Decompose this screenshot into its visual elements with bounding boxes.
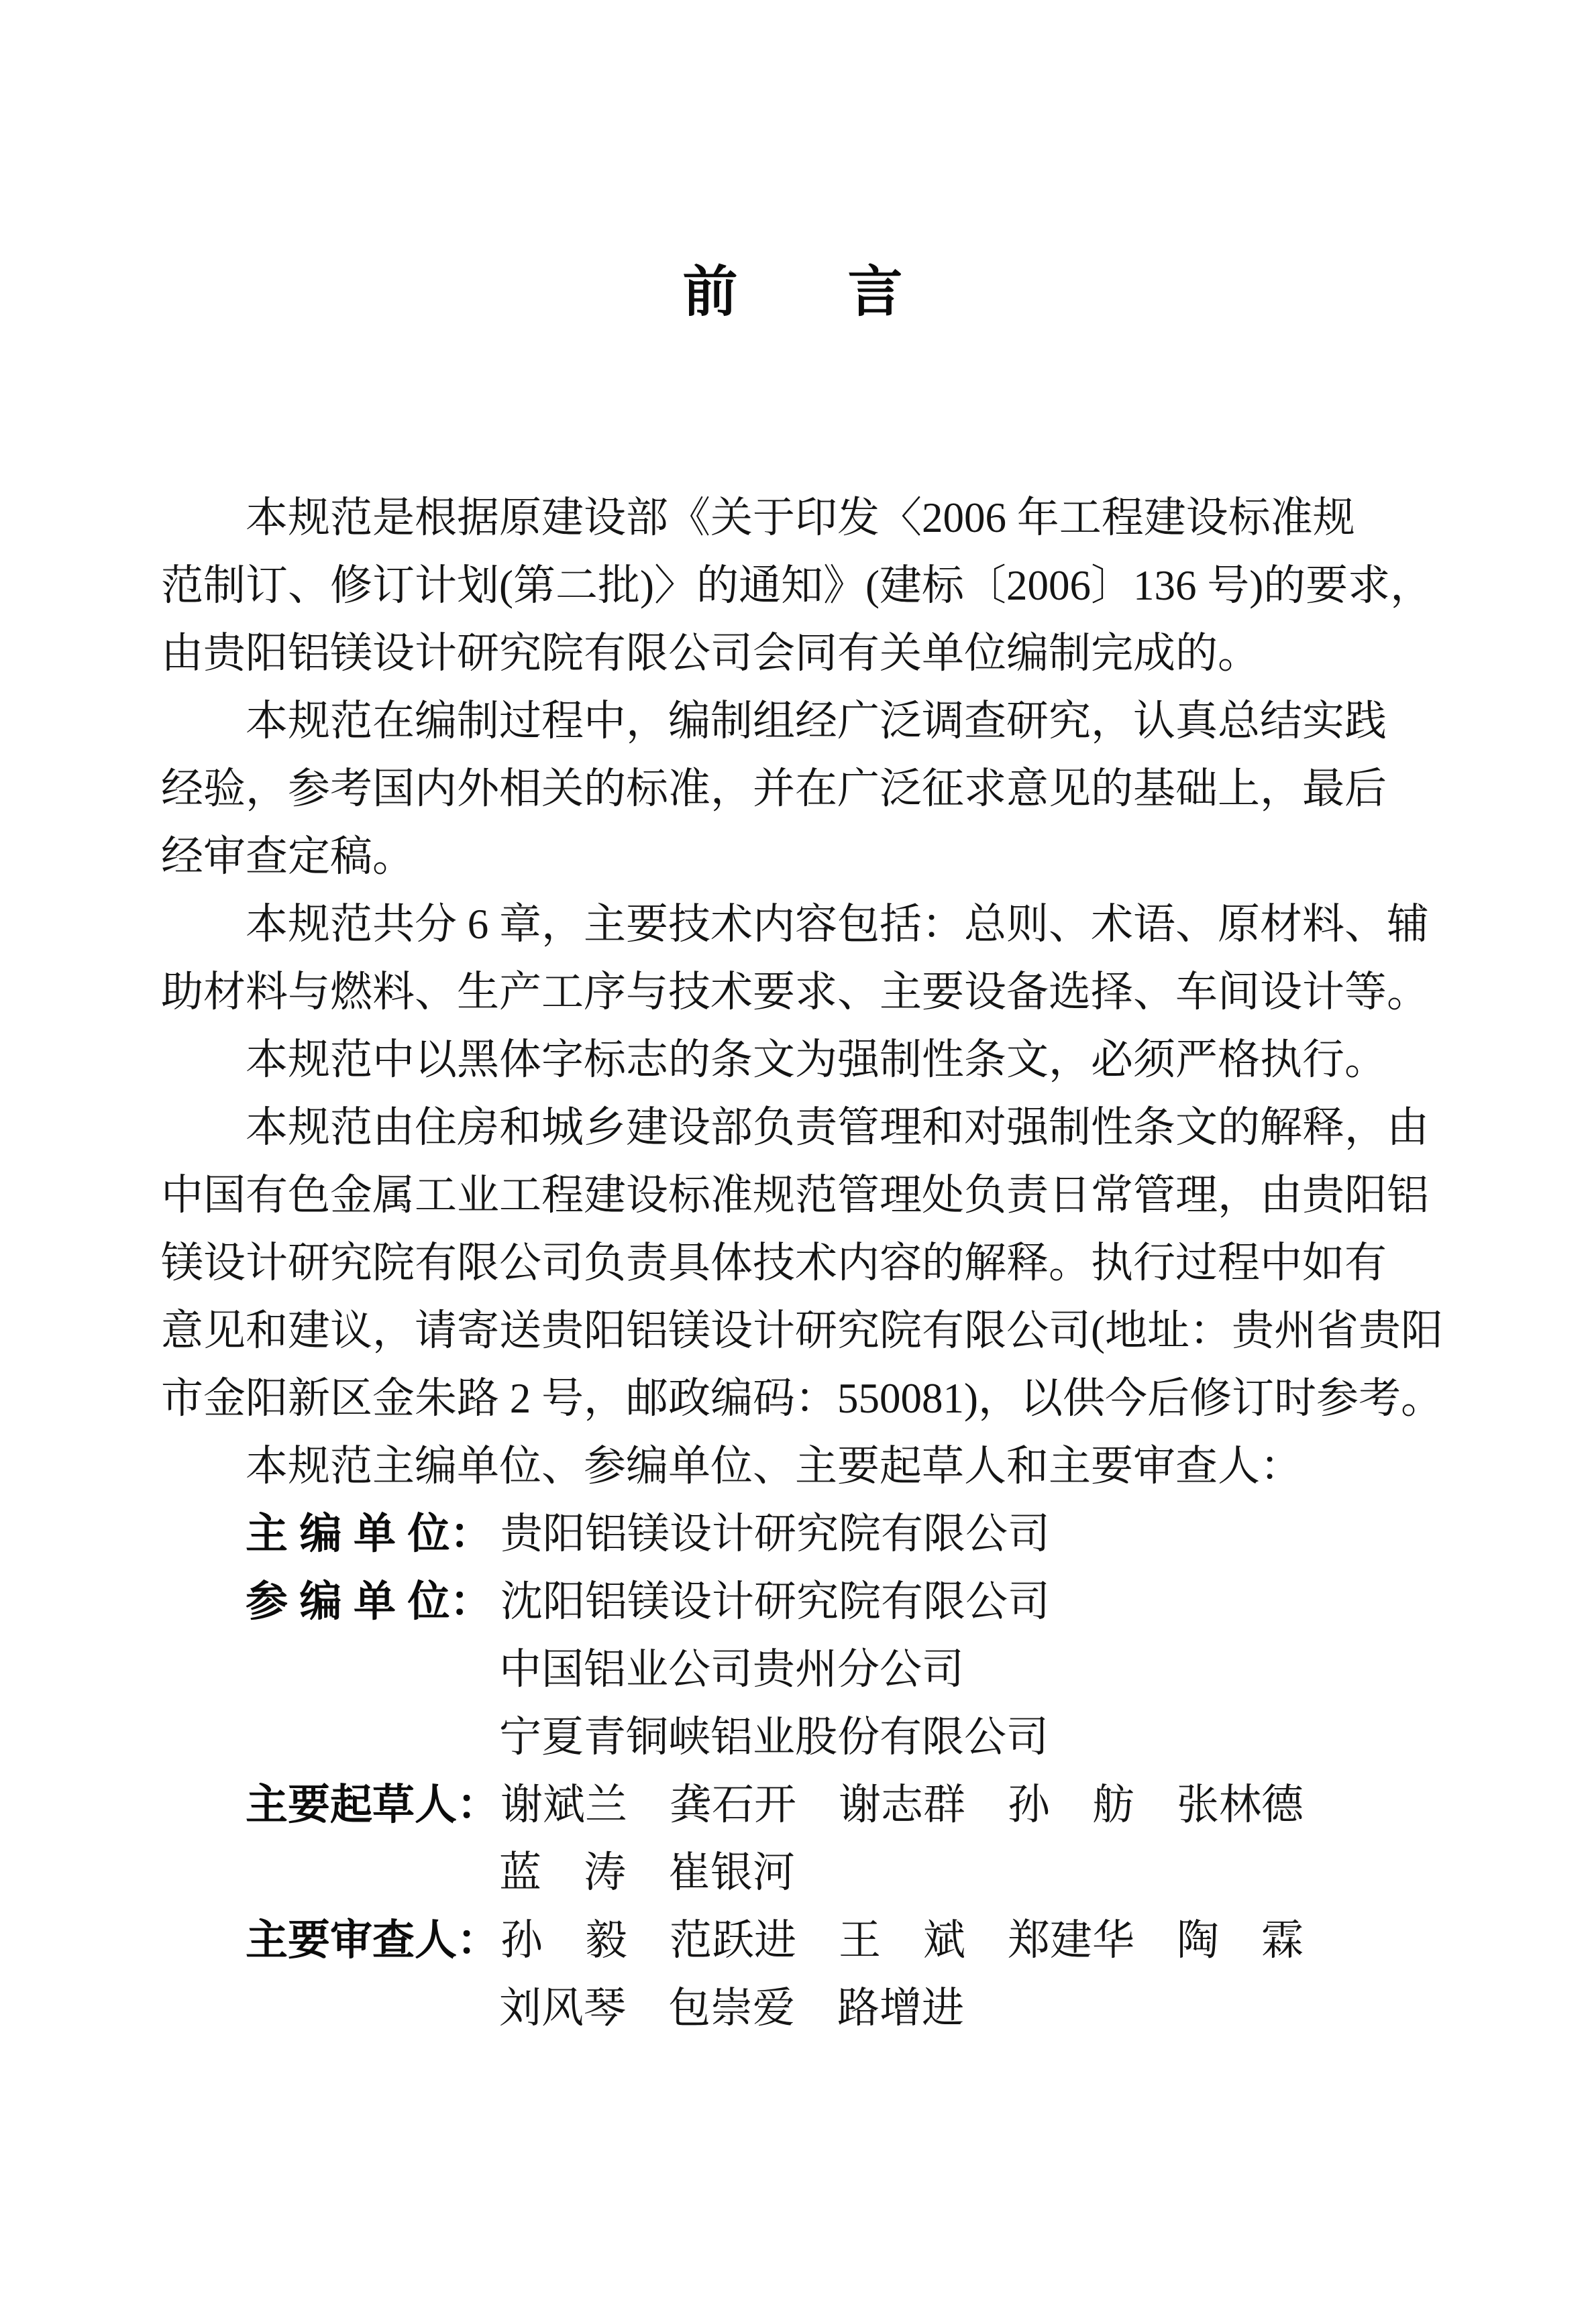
paragraph-line: 本规范在编制过程中，编制组经广泛调查研究，认真总结实践 bbox=[246, 698, 1387, 744]
credit-row bbox=[161, 1771, 1424, 1839]
credit-value: 贵阳铝镁设计研究院有限公司 bbox=[500, 1510, 1050, 1557]
paragraph-line: 本规范中以黑体字标志的条文为强制性条文，必须严格执行。 bbox=[246, 1036, 1387, 1083]
credit-continuation-line: 宁夏青铜峡铝业股份有限公司 bbox=[499, 1714, 1049, 1761]
credit-label: 参 编 单 位： bbox=[246, 1578, 492, 1625]
credit-value: 沈阳铝镁设计研究院有限公司 bbox=[500, 1578, 1050, 1625]
page-title: 前 言 bbox=[682, 262, 903, 323]
credit-continuation-line: 刘风琴 包崇爱 路增进 bbox=[499, 1985, 964, 2032]
foreword-content bbox=[161, 484, 1443, 2042]
paragraph-line: 范制订、修订计划(第二批)〉的通知》(建标〔2006〕136 号)的要求， bbox=[161, 562, 1433, 609]
credit-continuation-line: 蓝 涛 崔银河 bbox=[499, 1849, 795, 1896]
paragraph-line: 本规范共分 6 章，主要技术内容包括：总则、术语、原材料、辅 bbox=[246, 901, 1429, 948]
paragraph-line: 经审查定稿。 bbox=[161, 833, 415, 880]
paragraph-line: 中国有色金属工业工程建设标准规范管理处负责日常管理，由贵阳铝 bbox=[161, 1172, 1429, 1219]
paragraph-line: 意见和建议，请寄送贵阳铝镁设计研究院有限公司(地址：贵州省贵阳 bbox=[161, 1307, 1443, 1354]
paragraph-line: 本规范是根据原建设部《关于印发〈2006 年工程建设标准规 bbox=[246, 494, 1355, 541]
credit-continuation-line: 中国铝业公司贵州分公司 bbox=[499, 1646, 964, 1693]
paragraph-line: 由贵阳铝镁设计研究院有限公司会同有关单位编制完成的。 bbox=[161, 630, 1260, 677]
paragraph-line: 镁设计研究院有限公司负责具体技术内容的解释。执行过程中如有 bbox=[161, 1239, 1387, 1286]
credit-row bbox=[161, 1907, 1424, 1975]
paragraph-line: 市金阳新区金朱路 2 号，邮政编码：550081)，以供今后修订时参考。 bbox=[161, 1375, 1443, 1422]
credit-value: 孙 毅 范跃进 王 斌 郑建华 陶 霖 bbox=[500, 1917, 1304, 1964]
credit-label: 主要起草人： bbox=[246, 1781, 499, 1828]
paragraph-line: 本规范由住房和城乡建设部负责管理和对强制性条文的解释，由 bbox=[246, 1104, 1429, 1151]
paragraph-line: 本规范主编单位、参编单位、主要起草人和主要审查人： bbox=[246, 1443, 1302, 1490]
credit-label: 主要审查人： bbox=[246, 1917, 499, 1964]
paragraph-line: 助材料与燃料、生产工序与技术要求、主要设备选择、车间设计等。 bbox=[161, 969, 1429, 1015]
credit-row bbox=[161, 1568, 1424, 1636]
paragraph-line: 经验，参考国内外相关的标准，并在广泛征求意见的基础上，最后 bbox=[161, 765, 1387, 812]
credit-label: 主 编 单 位： bbox=[246, 1510, 492, 1557]
credit-value: 谢斌兰 龚石开 谢志群 孙 舫 张林德 bbox=[500, 1781, 1304, 1828]
credit-row bbox=[161, 1500, 1424, 1568]
